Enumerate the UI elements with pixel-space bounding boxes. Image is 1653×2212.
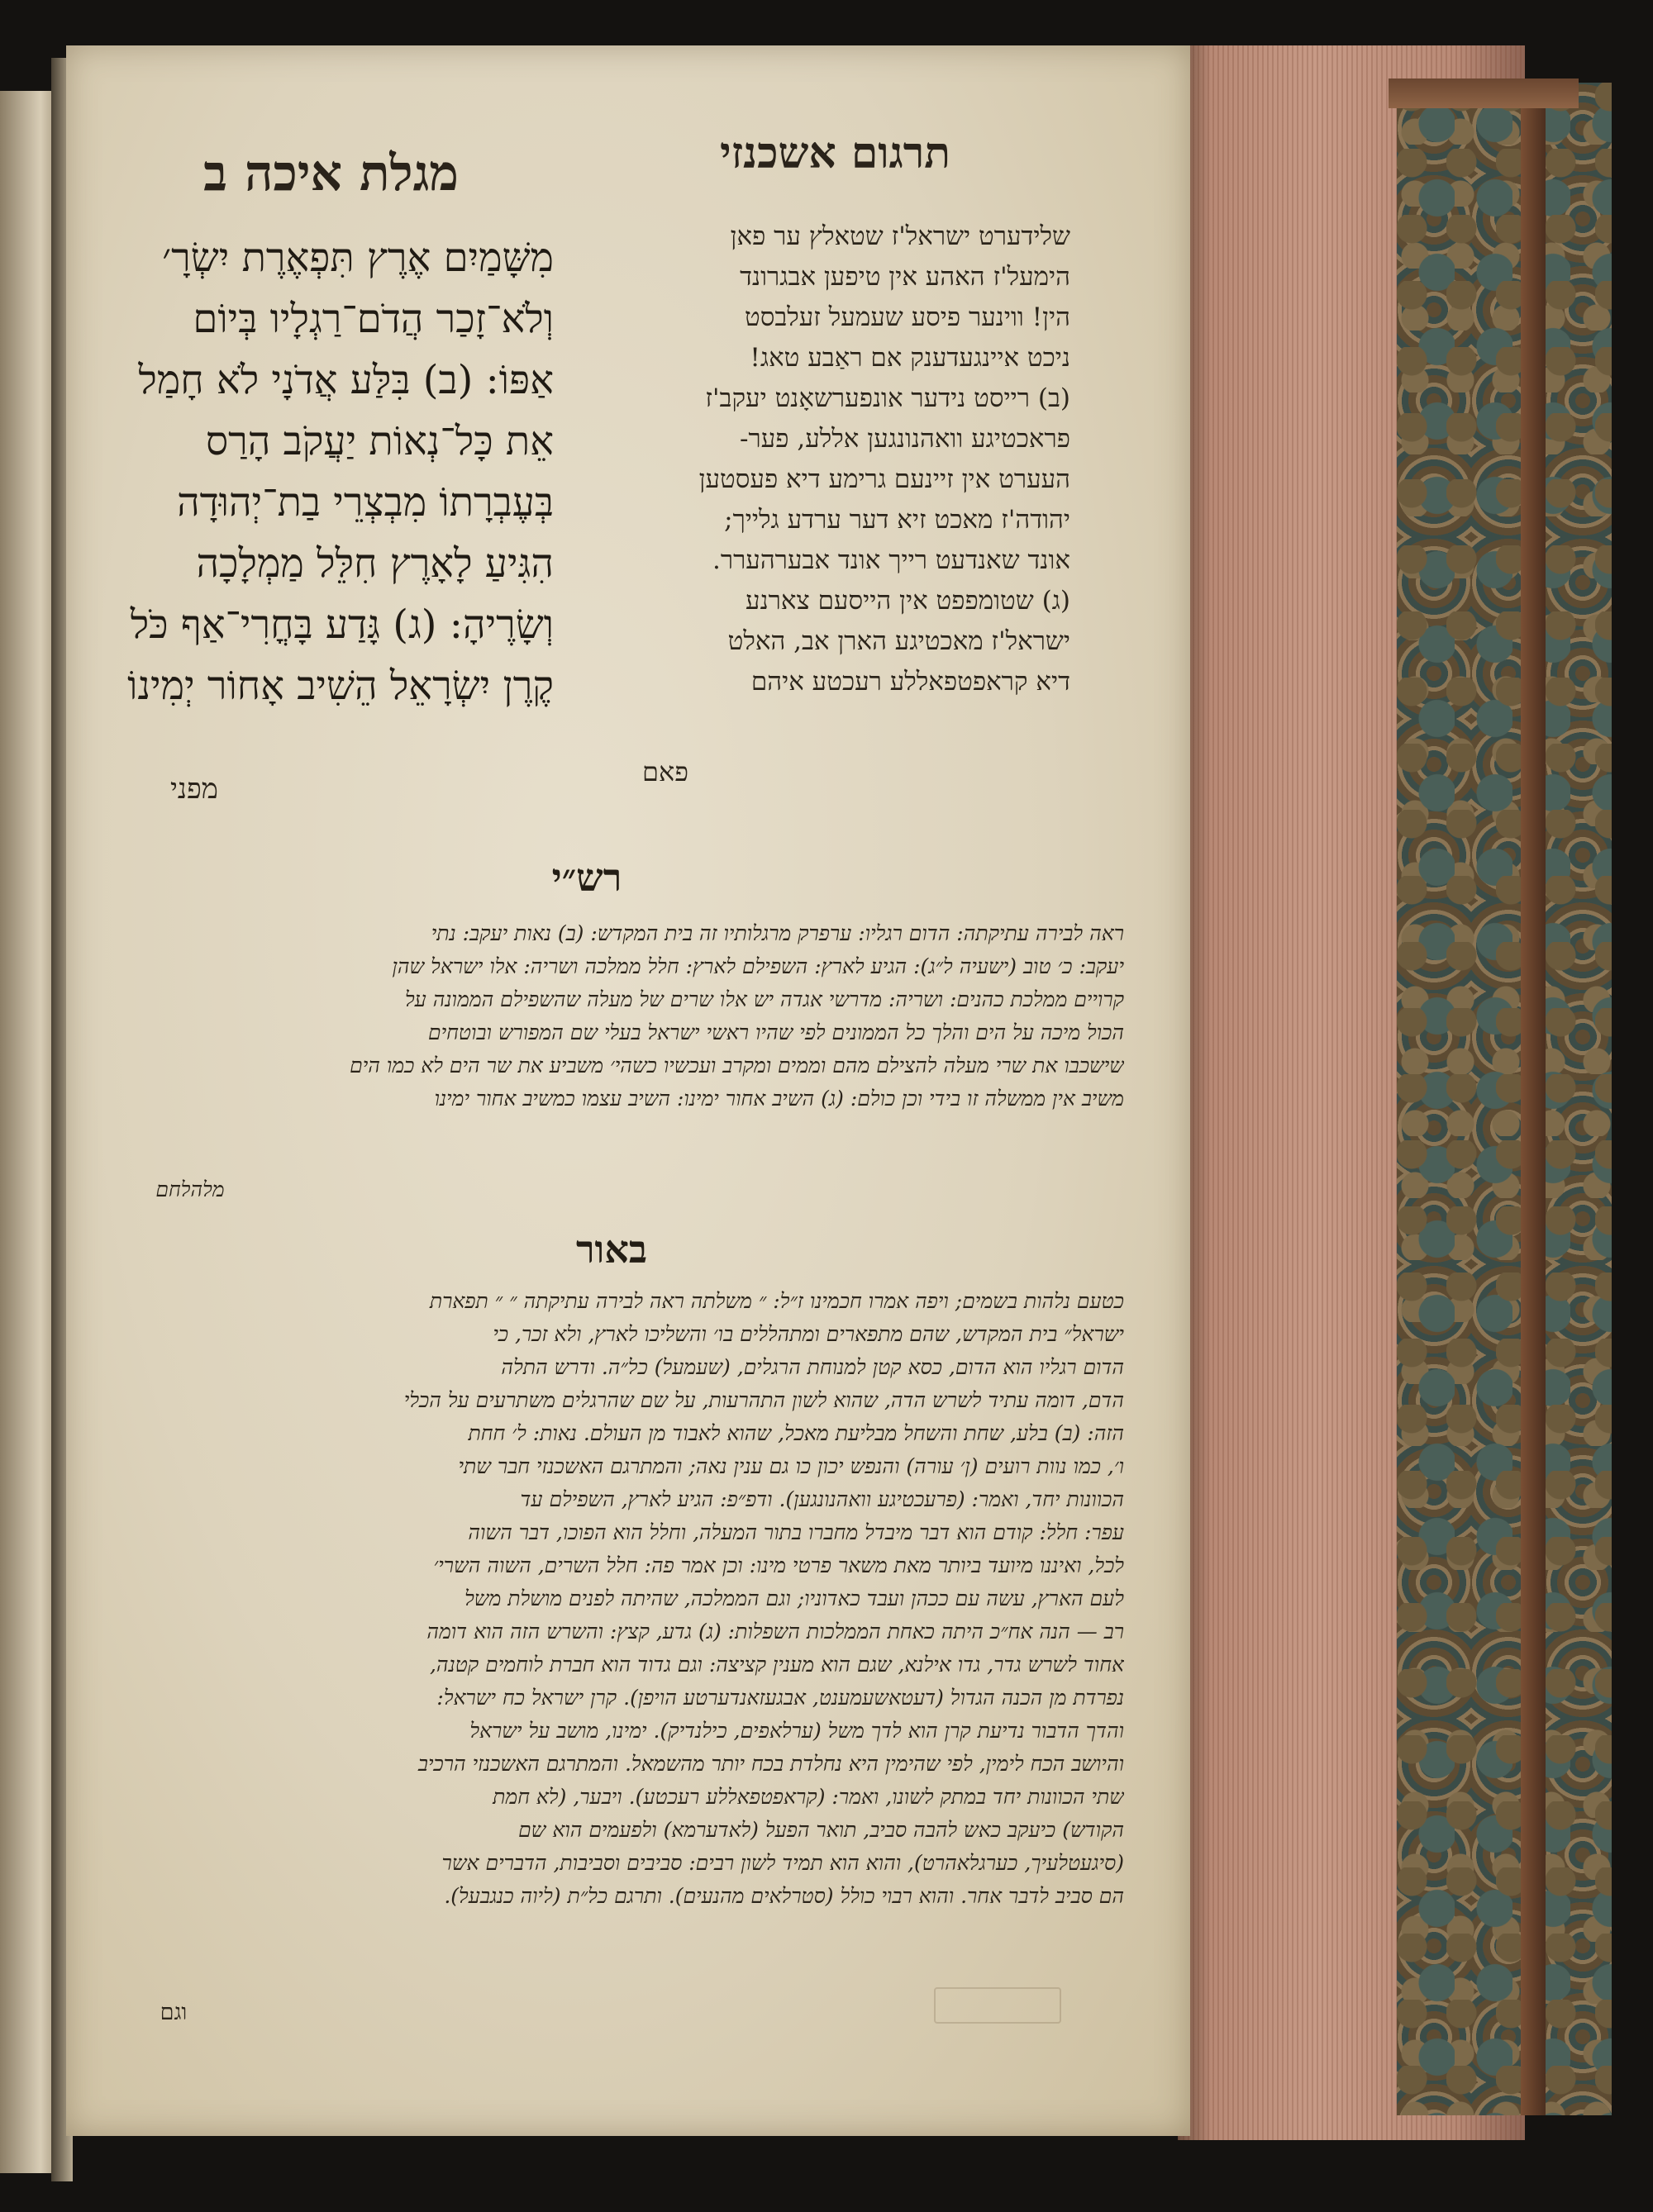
biur-line: ו׳, כמו נוות רועים (ן׳ עורה) והנפש יכון כו גם ענין נאה; והמתרגם האשכנזי חבר שתי — [458, 1454, 1124, 1478]
biur-line: נפרדת מן הכנה הגדול (דעטאשעמענט, אבגעזאנדערטע הויפן). קרן ישראל כח ישראל: — [436, 1686, 1124, 1710]
targum-line: (ב) רייסט נידער אונפערשאָנט יעקב'ז — [705, 383, 1070, 413]
targum-line: הין! ווינער פיסע שעמעל זעלבסט — [744, 302, 1070, 332]
targum-line: שלידערט ישראל'ז שטאלץ ער פאן — [730, 221, 1070, 251]
targum-line: העערט אין זיינעם גרימע דיא פעסטען — [698, 464, 1070, 494]
faint-library-stamp — [934, 1987, 1061, 2024]
hebrew-text-column — [91, 227, 554, 716]
hebrew-text-line: קֶרֶן יִשְׂרָאֵל הֵשִׁיב אָחוֹר יְמִינוֹ — [127, 663, 554, 709]
hebrew-catchword: מפני — [170, 773, 218, 806]
biur-line: (סיגעטלעיך, כערגלאהרט), והוא הוא תמיד לשון רבים: סביבים וסביבות, הדברים אשר — [441, 1851, 1124, 1875]
biur-line: עפר: חלל: קודם הוא דבר מיבדל מחברו בתור המעלה, וחלל הוא הפוכו, דבר השוה — [468, 1520, 1124, 1544]
biur-line: כטעם נלהות בשמים; ויפה אמרו חכמינו ז״ל: ״ משלתה ראה לבירה עתיקתה ״ ״ תפארת — [429, 1289, 1124, 1313]
biur-line: הזה: (ב) בלע, שחת והשחל מבליעת מאכל, שהוא לאבוד מן העולם. נאות: ל׳ חחת — [468, 1421, 1124, 1445]
biur-line: לעם הארץ, עשה עם ככהן ועבד כאדוניו; וגם הממלכה, שהיתה לפנים מושלת משל — [464, 1586, 1124, 1610]
targum-line: ניכט איינגעדענק אם ראַבע טאג! — [750, 343, 1070, 373]
hebrew-text-line: וְשָׂרֶיהָ: (ג) גָּדַע בָּחֳרִי־אַף כֹּל — [130, 602, 554, 648]
biur-line: הכוונות יחד, ואמר: (פרעכטיגע וואהנונגען). ודפ״פ: הגיע לארץ, השפילם עד — [520, 1487, 1124, 1511]
facing-page-edge — [0, 91, 58, 2173]
hebrew-text-line: אֵת כָּל־נְאוֹת יַעֲקֹב הָרַס — [205, 418, 554, 464]
running-head-right: תרגום אשכנזי — [720, 128, 950, 178]
hebrew-text-line: אַפּוֹ: (ב) בִּלַּע אֲדֹנָי לֹא חָמַל — [138, 357, 554, 403]
biur-line: לכל, ואיננו מיועד ביותר מאת משאר פרטי מינו: וכן אמר פה: חלל השרים, השוה השרי׳ — [433, 1553, 1124, 1577]
hebrew-text-line: וְלֹא־זָכַר הֲדֹם־רַגְלָיו בְּיוֹם — [193, 296, 554, 342]
biur-commentary — [91, 1285, 1124, 1913]
running-head-left: מגלת איכה ב — [203, 145, 459, 202]
biur-line: ישראל״ בית המקדש, שהם מתפארים ומתהללים בו׳ והשליכו לארץ, ולא זכר, כי — [493, 1322, 1124, 1346]
bottom-catchword: וגם — [160, 2000, 188, 2025]
hebrew-text-line: הִגִּיעַ לָאָרֶץ חִלֵּל מַמְלָכָה — [196, 540, 554, 587]
marbled-cover — [1397, 83, 1612, 2115]
biur-line: והיושב הכח לימין, לפי שהימין היא נחלדת בכח יותר מהשמאל. והמתרגם האשכנזי הרכיב — [417, 1752, 1124, 1776]
rashi-commentary — [91, 917, 1124, 1116]
targum-line: אונד שאנדעט רייך אונד אבערהערר. — [712, 545, 1070, 575]
biur-line: רב — הנה אח״כ היתה כאחת הממלכות השפלות: (ג) גדע, קצץ: והשרש הזה הוא דומה — [426, 1620, 1124, 1644]
targum-column — [570, 216, 1070, 702]
hebrew-text-line: מִשָּׁמַיִם אֶרֶץ תִּפְאֶרֶת יִשְׂרָ׳ — [162, 235, 554, 281]
targum-line: דיא קראפטפאללע רעכטע איהם — [750, 667, 1070, 697]
biur-heading: באור — [575, 1227, 648, 1272]
rashi-line: שישכבו את שרי מעלה להצילם מהם וממים ומקרב ועכשיו כשהי׳ משביע את שר הים לא כמו הים — [350, 1054, 1124, 1077]
rashi-line: יעקב: כ׳ טוב (ישעיה ל״ג): הגיע לארץ: השפילם לארץ: חלל ממלכה ושריה: אלו ישראל שהן — [392, 954, 1124, 978]
biur-line: אחוד לשרש גדר, גדו אילנא, שגם הוא מענין קציצה: וגם גדוד הוא חברת לוחמים קטנה, — [429, 1653, 1124, 1677]
rashi-line: ראה לבירה עתיקתה: הדום רגליו: ערפרק מרגלותיו זה בית המקדש: (ב) נאות יעקב: נתי — [431, 921, 1124, 945]
targum-line: פראכטיגע וואהנונגען אללע, פער- — [740, 424, 1070, 454]
targum-line: (ג) שטומפפט אין הייסעם צארנע — [746, 586, 1070, 616]
cover-rim — [1521, 83, 1546, 2115]
biur-line: הקודש) כיעקב כאש להבה סביב, תואר הפעל (לאדערמא) ולפעמים הוא שם — [518, 1818, 1124, 1842]
targum-line: ישראל'ז מאכטיגע הארן אב, האלט — [727, 626, 1070, 656]
rashi-line: קרויים ממלכת כהנים: ושריה: מדרשי אגדה יש אלו שרים של מעלה שהשפילם הממונה על — [404, 987, 1124, 1011]
biur-line: והדך הדבור נדיעת קרן הוא לדך משל (ערלאפים, כילנדיק). ימינו, מושב על ישראל — [469, 1719, 1124, 1743]
rashi-end-word: מלהלחם — [155, 1177, 225, 1201]
headband — [1389, 78, 1579, 108]
rashi-heading: רש״י — [551, 855, 622, 900]
targum-line: יהודה'ז מאכט זיא דער ערדע גלייך; — [724, 505, 1070, 535]
biur-line: הם סביב לדבר אחר. והוא רבוי כולל (סטרלאים מהנעים). ותרגם כל״ת (ליוה כנגבעל). — [444, 1884, 1124, 1908]
hebrew-text-line: בְּעֶבְרָתוֹ מִבְצְרֵי בַת־יְהוּדָה — [177, 479, 554, 526]
rashi-line: הכול מיכה על הים והלך כל הממונים לפי שהיו ראשי ישראל בעלי שם המפורש ובוטחים — [427, 1020, 1124, 1044]
biur-line: שתי הכוונות יחד במתק לשונו, ואמר: (קראפטפאללע רעכטע). ויבער, (לא חמת — [493, 1785, 1124, 1809]
rashi-line: משיב אין ממשלה זו בידי וכן כולם: (ג) השיב אחור ימינו: השיב עצמו כמשיב אחור ימינו — [434, 1087, 1124, 1111]
biur-line: הדם, דומה עתיד לשרש הדה, שהוא לשון התהרעות, על שם שהרגלים משתרעים על הכלי — [403, 1388, 1124, 1412]
biur-line: הדום רגליו הוא הדום, כסא קטן למנוחת הרגלים, (שעמעל) כל״ה. ודרש התלה — [501, 1355, 1124, 1379]
targum-last-word: פאם — [642, 756, 688, 787]
targum-line: הימעל'ז האהע אין טיפען אבגרונד — [740, 262, 1070, 292]
